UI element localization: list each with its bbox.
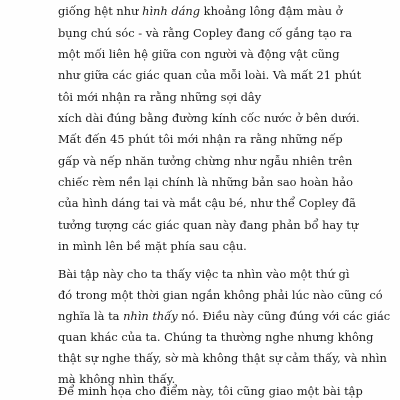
italic-text: hình dáng (142, 4, 201, 18)
text-line (58, 351, 387, 365)
text-line (58, 111, 360, 125)
text-line (58, 196, 356, 210)
text-line (58, 218, 358, 232)
text-span: tôi mới nhận ra rằng những sợi dây (58, 90, 262, 104)
text-span: gấp và nếp nhăn tưởng chừng như ngẫu nhiên trên (58, 154, 353, 168)
text-span: như giữa các giác quan của mỗi loài. Và mất 21 phút (58, 68, 362, 82)
text-span: Để minh họa cho điểm này, tôi cũng giao một bài tập (58, 384, 363, 398)
text-span: nó. Điều này cũng đúng với các giác (177, 309, 391, 323)
text-span: xích dài đúng bằng đường kính cốc nước ở bên dưới. (58, 111, 360, 125)
text-span: khoảng lông đậm màu ở (200, 4, 343, 18)
text-span: chiếc rèm nền lại chính là những bản sao hoàn hảo (58, 175, 354, 189)
text-line (58, 309, 390, 323)
text-line (58, 384, 363, 398)
text-span: của hình dáng tai và mắt cậu bé, như thể Copley đã (58, 196, 356, 210)
text-line (58, 267, 349, 281)
italic-text: nhìn thấy (123, 309, 178, 323)
text-line (58, 68, 361, 82)
text-line (58, 26, 352, 40)
text-span: đó trong một thời gian ngắn không phải lúc nào cũng có (58, 288, 383, 302)
text-span: giống hệt như (58, 4, 143, 18)
text-span: Mất đến 45 phút tôi mới nhận ra rằng những nếp (58, 132, 343, 146)
text-line (58, 330, 373, 344)
text-span: tưởng tượng các giác quan này đang phản bổ hay tự (58, 218, 359, 232)
text-span: thật sự nghe thấy, sờ mà không thật sự cảm thấy, và nhìn (58, 351, 387, 365)
text-span: Bài tập này cho ta thấy việc ta nhìn vào một thứ gì (58, 267, 350, 281)
text-span: quan khác của ta. Chúng ta thường nghe nhưng không (58, 330, 374, 344)
text-span: nghĩa là ta (58, 309, 124, 323)
text-line (58, 132, 343, 146)
text-line (58, 4, 342, 18)
text-span: in mình lên bề mặt phía sau cậu. (58, 239, 247, 253)
text-line (58, 175, 353, 189)
text-line (58, 288, 383, 302)
text-line (58, 90, 261, 104)
text-span: mà không nhìn thấy. (58, 372, 176, 386)
text-line (58, 47, 340, 61)
text-span: một mối liên hệ giữa con người và động vật cũng (58, 47, 340, 61)
text-span: bụng chú sóc - và rằng Copley đang cố gắng tạo ra (58, 26, 353, 40)
text-line (58, 239, 247, 253)
text-line (58, 154, 352, 168)
